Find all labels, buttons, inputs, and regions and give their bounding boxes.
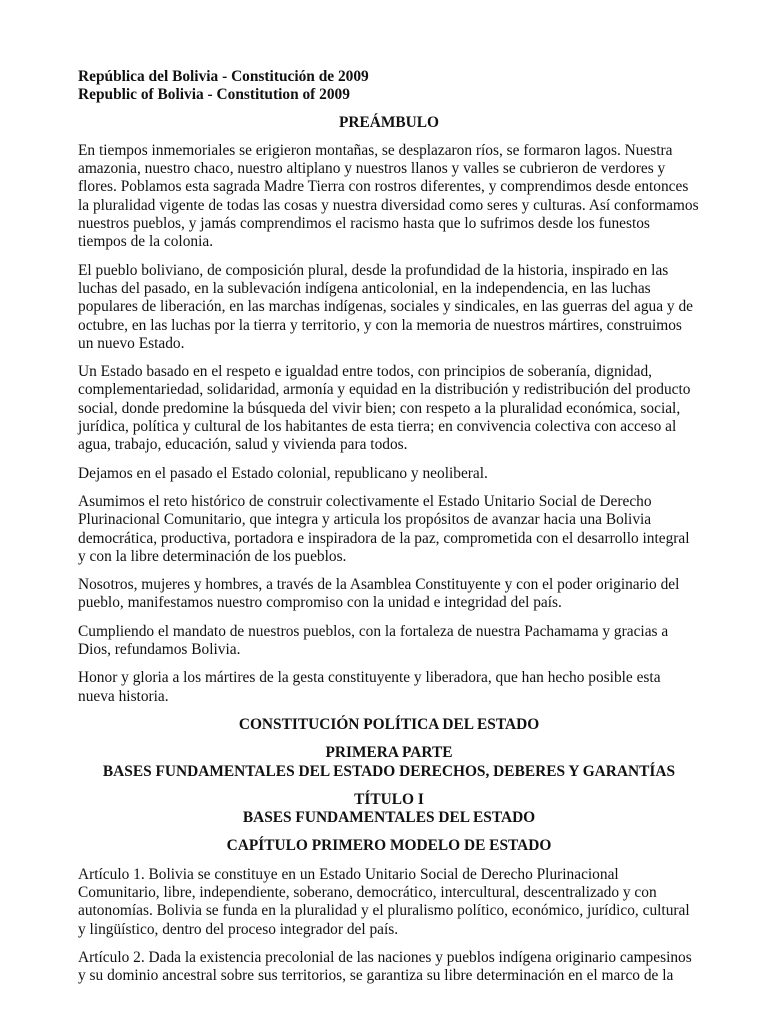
preamble-paragraph-1: En tiempos inmemoriales se erigieron montañas, se desplazaron ríos, se formaron lagos. Nuestra amazonia, nuestro chaco, nuestro altiplano y nuestros llanos y valles se cubrieron de verdores y flores. Poblamos esta sagrada Madre Tierra con rostros diferentes, y comprendimos desde entonces la pluralidad vigente de todas las cosas y nuestra diversidad como seres y culturas. Así conformamos nuestros pueblos, y jamás comprendimos el racismo hasta que lo sufrimos desde los funestos tiempos de la colonia. [78, 141, 699, 251]
preamble-paragraph-6: Nosotros, mujeres y hombres, a través de la Asamblea Constituyente y con el poder originario del pueblo, manifestamos nuestro compromiso con la unidad e integridad del país. [78, 576, 680, 612]
preamble-paragraph-5: Asumimos el reto histórico de construir colectivamente el Estado Unitario Social de Derecho Plurinacional Comunitario, que integra y articula los propósitos de avanzar hacia una Bolivia democrática, productiva, portadora e inspiradora de la paz, comprometida con el desarrollo integral y con la libre determinación de los pueblos. [78, 492, 690, 565]
preamble-paragraph-4: Dejamos en el pasado el Estado colonial, republicano y neoliberal. [78, 464, 488, 482]
header-title-english: Republic of Bolivia - Constitution of 2009 [78, 86, 350, 104]
part-label: PRIMERA PARTE [325, 744, 453, 762]
part-title: BASES FUNDAMENTALES DEL ESTADO DERECHOS, DEBERES Y GARANTÍAS [102, 762, 676, 780]
header-title-spanish: República del Bolivia - Constitución de 2009 [78, 68, 369, 85]
preamble-paragraph-8: Honor y gloria a los mártires de la gesta constituyente y liberadora, que han hecho posible esta nueva historia. [78, 669, 661, 705]
preamble-paragraph-2: El pueblo boliviano, de composición plural, desde la profundidad de la historia, inspirado en las luchas del pasado, en la sublevación indígena anticolonial, en la independencia, en las luchas populares de liberación, en las marchas indígenas, sociales y sindicales, en las guerras del agua y de octubre, en las luchas por la tierra y territorio, y con la memoria de nuestros mártires, construimos un nuevo Estado. [78, 261, 693, 352]
article-2: Artículo 2. Dada la existencia precolonial de las naciones y pueblos indígena originario campesinos y su dominio ancestral sobre sus territorios, se garantiza su libre determinación en el marco de la [78, 948, 692, 985]
constitution-title: CONSTITUCIÓN POLÍTICA DEL ESTADO [238, 715, 540, 733]
preamble-paragraph-7: Cumpliendo el mandato de nuestros pueblos, con la fortaleza de nuestra Pachamama y gracias a Dios, refundamos Bolivia. [78, 622, 669, 659]
preamble-paragraph-3: Un Estado basado en el respeto e igualdad entre todos, con principios de soberanía, dignidad, complementariedad, solidaridad, armonía y equidad en la distribución y redistribución del producto social, donde predomine la búsqueda del vivir bien; con respeto a la pluralidad económica, social, jurídica, política y cultural de los habitantes de esta tierra; en convivencia colectiva con acceso al agua, trabajo, educación, salud y vivienda para todos. [78, 363, 691, 454]
chapter-heading: CAPÍTULO PRIMERO MODELO DE ESTADO [226, 837, 552, 855]
title-section-label: TÍTULO I [354, 790, 424, 808]
article-1: Artículo 1. Bolivia se constituye en un Estado Unitario Social de Derecho Plurinacional Comunitario, libre, independiente, soberano, democrático, intercultural, descentralizado y con autonomías. Bolivia se funda en la pluralidad y el pluralismo político, económico, jurídico, cultural y lingüístico, dentro del proceso integrador del país. [78, 865, 690, 938]
title-section-heading: BASES FUNDAMENTALES DEL ESTADO [242, 809, 536, 827]
document-page [78, 68, 700, 985]
preamble-heading: PREÁMBULO [338, 113, 440, 131]
